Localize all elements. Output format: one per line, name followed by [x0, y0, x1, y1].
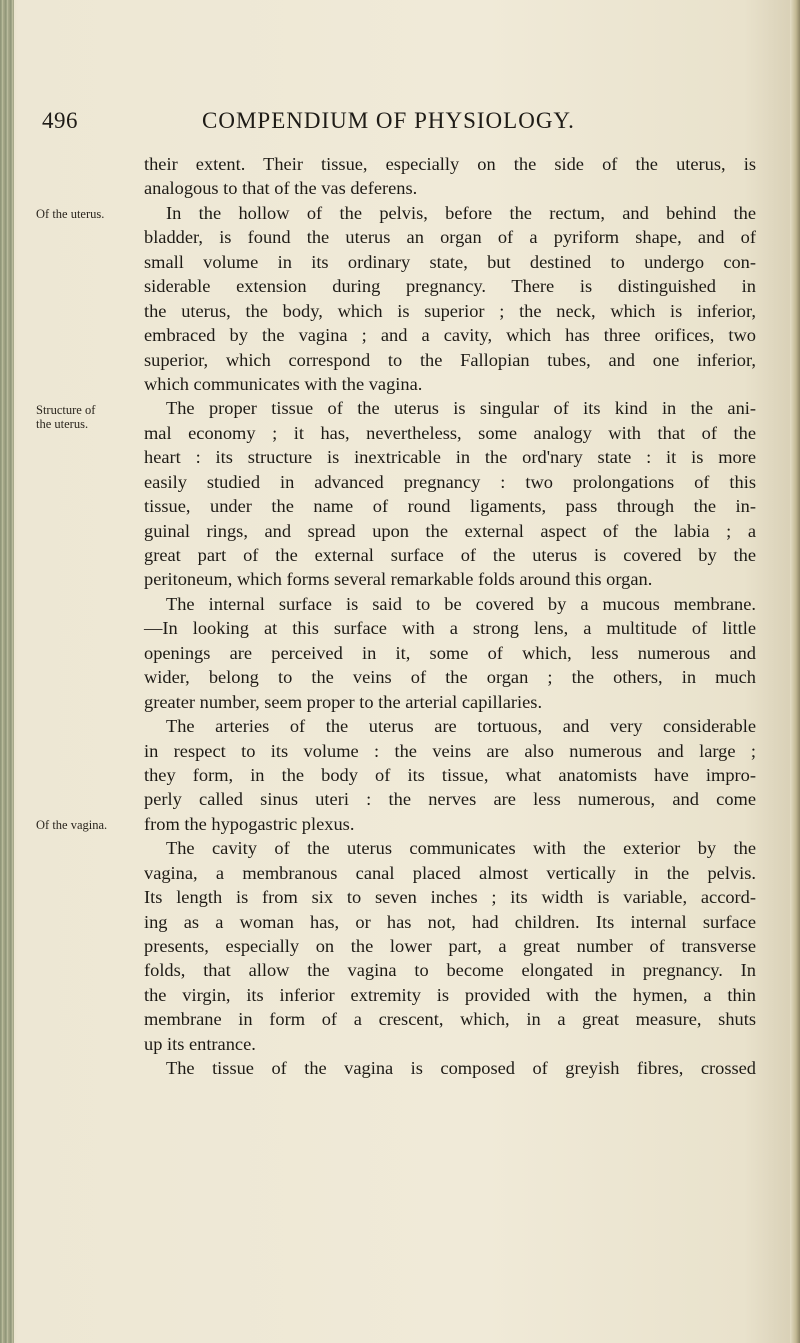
text-line: —In looking at this surface with a strong lens, a multitude of little: [144, 618, 756, 639]
text-line: peritoneum, which forms several remarkable folds around this organ.: [144, 569, 653, 590]
page-header: [0, 108, 800, 148]
text-line: embraced by the vagina ; and a cavity, which has three orifices, two: [144, 325, 756, 346]
text-line: mal economy ; it has, nevertheless, some analogy with that of the: [144, 422, 756, 443]
text-line: presents, especially on the lower part, a great number of transverse: [144, 936, 756, 956]
text-line: analogous to that of the vas deferens.: [144, 178, 418, 199]
text-line: their extent. Their tissue, especially on the side of the uterus, is: [144, 154, 756, 174]
page-number: 496: [42, 108, 78, 133]
text-line: vagina, a membranous canal placed almost vertically in the pelvis.: [144, 862, 756, 883]
text-line: from the hypogastric plexus.: [144, 813, 355, 834]
margin-note-line: the uterus.: [36, 416, 89, 431]
text-line: superior, which correspond to the Fallopian tubes, and one inferior,: [144, 349, 756, 370]
text-line: ing as a woman has, or has not, had children. Its internal surface: [144, 911, 756, 932]
text-line: membrane in form of a crescent, which, in a great measure, shuts: [144, 1009, 756, 1030]
margin-note: [36, 818, 128, 832]
running-head: COMPENDIUM OF PHYSIOLOGY.: [202, 108, 575, 133]
body-text: [144, 152, 756, 1081]
margin-note-line: Of the uterus.: [36, 206, 105, 221]
text-line: bladder, is found the uterus an organ of a pyriform shape, and of: [144, 227, 756, 248]
text-line: The cavity of the uterus communicates with the exterior by the: [166, 838, 756, 859]
text-line: tissue, under the name of round ligaments, pass through the in-: [144, 496, 756, 517]
text-line: siderable extension during pregnancy. There is distinguished in: [144, 276, 756, 297]
text-line: guinal rings, and spread upon the external aspect of the labia ; a: [144, 520, 756, 541]
margin-note: [36, 403, 128, 431]
text-line: in respect to its volume : the veins are also numerous and large ;: [144, 740, 756, 761]
text-line: up its entrance.: [144, 1033, 256, 1054]
page-edge-shadow: [790, 0, 800, 1343]
text-line: the virgin, its inferior extremity is provided with the hymen, a thin: [144, 984, 756, 1005]
text-line: openings are perceived in it, some of which, less numerous and: [144, 642, 756, 663]
text-line: In the hollow of the pelvis, before the rectum, and behind the: [166, 202, 756, 223]
margin-note: [36, 207, 128, 221]
paragraph: [144, 836, 756, 1056]
text-line: greater number, seem proper to the arterial capillaries.: [144, 691, 543, 712]
text-line: they form, in the body of its tissue, what anatomists have impro-: [144, 764, 756, 785]
text-line: heart : its structure is inextricable in the ord'nary state : it is more: [144, 447, 756, 468]
paragraph: [144, 201, 756, 397]
margin-note-line: Structure of: [36, 402, 96, 417]
paragraph: [144, 714, 756, 836]
text-line: perly called sinus uteri : the nerves are less numerous, and come: [144, 789, 756, 810]
text-line: the uterus, the body, which is superior ; the neck, which is inferior,: [144, 300, 756, 321]
text-line: Its length is from six to seven inches ; its width is variable, accord-: [144, 887, 756, 908]
paragraph: [144, 396, 756, 592]
text-line: folds, that allow the vagina to become elongated in pregnancy. In: [144, 960, 756, 981]
text-line: which communicates with the vagina.: [144, 373, 423, 394]
text-line: small volume in its ordinary state, but destined to undergo con-: [144, 251, 756, 272]
text-line: great part of the external surface of the uterus is covered by the: [144, 545, 756, 565]
text-line: The proper tissue of the uterus is singular of its kind in the ani-: [166, 398, 756, 419]
text-line: The internal surface is said to be covered by a mucous membrane.: [166, 593, 756, 614]
text-line: The tissue of the vagina is composed of greyish fibres, crossed: [166, 1058, 756, 1079]
margin-note-line: Of the vagina.: [36, 818, 108, 833]
paragraph: [144, 1056, 756, 1080]
book-binding-edge: [0, 0, 14, 1343]
paragraph: [144, 592, 756, 714]
text-line: wider, belong to the veins of the organ ; the others, in much: [144, 667, 756, 688]
text-line: The arteries of the uterus are tortuous, and very considerable: [166, 716, 756, 737]
paragraph: [144, 152, 756, 201]
text-line: easily studied in advanced pregnancy : two prolongations of this: [144, 471, 756, 492]
